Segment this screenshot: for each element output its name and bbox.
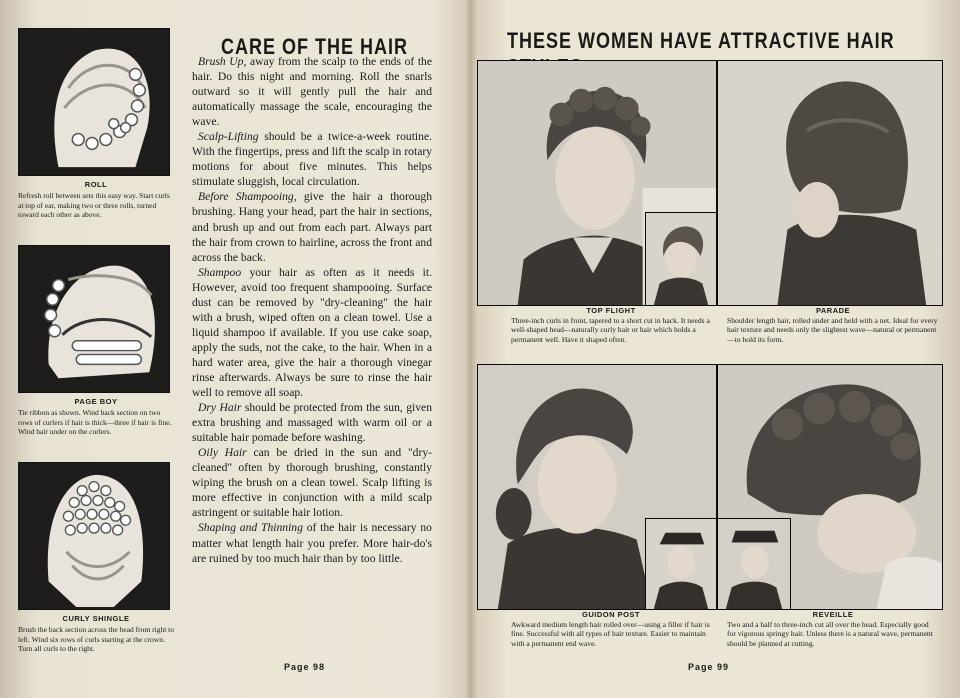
sidebar-text: Refresh roll between sets this easy way. Start curls at top of ear, making two or three rolls, turned toward each other as above. [18, 191, 170, 219]
page-boy-illustration [18, 245, 170, 393]
page-number: Page 98 [284, 662, 326, 672]
parade-photo [717, 60, 943, 306]
caption-guidon-post [511, 610, 711, 648]
paragraph-shampoo: Shampoo your hair as often as it needs it. However, avoid too frequent shampooing. Surface dust can be removed by "dry-cleaning" the hair with a brush, wiped often on a clean towel. Use a liquid shampoo if available. If you use cake soap, apply the suds, not the cake, to the hair. When in a hard water area, give the hair a thorough vinegar rinse afterwards. Always be sure to rinse the hair well to remove all soap. [192, 265, 432, 400]
style-text: Awkward medium length hair rolled over—using a filler if hair is fine. Successful with all types of hair texture. Easier to maintain with a permanent end wave. [511, 619, 710, 648]
left-page [0, 0, 470, 698]
sidebar-item-roll [18, 28, 174, 220]
style-title: TOP FLIGHT [586, 306, 636, 315]
style-title: PARADE [815, 306, 851, 315]
paragraph-oily-hair: Oily Hair can be dried in the sun and "dry-cleaned" often by thorough brushing, constantly wiping the brush on a clean towel. Scalp lifting is more effective in conjunction with a mild scalp astringent or suitable hair lotion. [192, 446, 432, 520]
paragraph-brush-up: Brush Up, away from the scalp to the ends of the hair. Do this night and morning. Roll the snarls outward so it will gently pull the hair and automatically massage the scale, encouraging the wave. [192, 55, 432, 129]
sidebar-title: CURLY SHINGLE [62, 614, 130, 623]
roll-illustration [18, 28, 170, 176]
paragraph-before-shampooing: Before Shampooing, give the hair a thorough brushing. Hang your head, part the hair in sections, and brush up and out from each part. Always part the hair from crown to hairline, across the front and across the back. [192, 190, 432, 264]
caption-top-flight [511, 306, 711, 344]
article-body [192, 54, 432, 566]
caption-parade [727, 306, 939, 344]
sidebar-text: Brush the back section across the head from right to left. Wind six rows of curls starting at the crown. Turn all curls to the right. [18, 625, 174, 653]
reveille-small-photo [717, 518, 791, 610]
sidebar-item-page-boy [18, 245, 174, 437]
page-number: Page 99 [688, 662, 730, 672]
page-heading: CARE OF THE HAIR [221, 34, 408, 59]
guidon-post-small-photo [645, 518, 717, 610]
sidebar-title: ROLL [84, 180, 108, 189]
paragraph-scalp-lifting: Scalp-Lifting should be a twice-a-week routine. With the fingertips, press and lift the scalp in rotary motions for about five minutes. This helps stimulate sluggish, local circulation. [192, 130, 432, 189]
page-heading: THESE WOMEN HAVE ATTRACTIVE HAIR [507, 28, 895, 53]
style-text: Shoulder length hair, rolled under and held with a net. Ideal for every hair texture and needs only the slightest wave—natural or permanent—to hold its form. [727, 315, 938, 344]
curly-shingle-illustration [18, 462, 170, 610]
paragraph-dry-hair: Dry Hair should be protected from the sun, given extra brushing and massaged with warm oil or a suitable hair pomade before washing. [192, 401, 432, 445]
caption-reveille [727, 610, 939, 648]
style-text: Two and a half to three-inch cut all over the head. Especially good for vigorous springy hair. Unless there is a natural wave, permanent should be planned at cutting. [727, 619, 933, 648]
sidebar-item-curly-shingle [18, 462, 174, 654]
sidebar-title: PAGE BOY [74, 397, 118, 406]
top-flight-small-photo-1 [645, 212, 717, 306]
right-page [473, 0, 960, 698]
sidebar-text: Tie ribbon as shown. Wind back section on two rows of curlers if hair is thick—three if hair is fine. Wind hair under on the curlers. [18, 408, 172, 436]
style-text: Three-inch curls in front, tapered to a short cut in back. It needs a well-shaped head—naturally curly hair or hair which holds a permanent well. Have it shaped often. [511, 315, 710, 344]
style-title: REVEILLE [812, 610, 854, 619]
style-title: GUIDON POST [581, 610, 640, 619]
paragraph-shaping-thinning: Shaping and Thinning of the hair is necessary no matter what length hair you prefer. More hair-do's are ruined by too much hair than by too little. [192, 521, 432, 565]
